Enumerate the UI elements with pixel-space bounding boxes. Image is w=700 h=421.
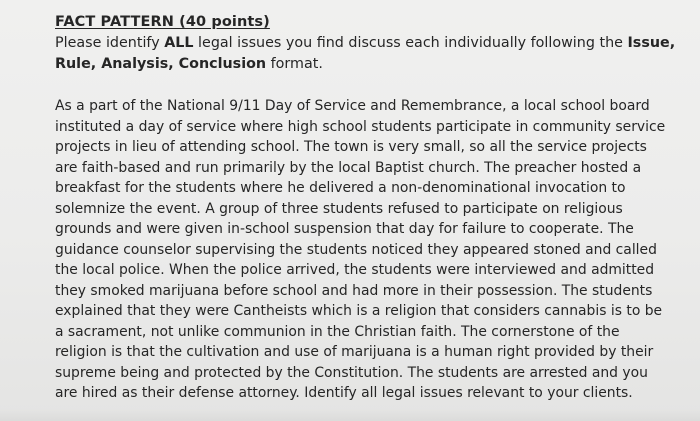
fact-pattern-line: supreme being and protected by the Constitution. The students are arrested and you: [55, 364, 648, 381]
fact-pattern-paragraph: [55, 96, 690, 404]
instructions-emphasis-issue: Issue,: [627, 35, 676, 51]
instructions-text: format.: [266, 56, 323, 72]
fact-pattern-line: are hired as their defense attorney. Identify all legal issues relevant to your clients.: [55, 385, 633, 401]
fact-pattern-line: projects in lieu of attending school. The town is very small, so all the service projects: [55, 139, 647, 155]
fact-pattern-line: As a part of the National 9/11 Day of Service and Remembrance, a local school board: [55, 98, 650, 114]
fact-pattern-line: explained that they were Cantheists which is a religion that considers cannabis is to be: [55, 303, 663, 319]
instructions-text: Please identify: [55, 35, 165, 51]
instructions-paragraph: [55, 33, 685, 75]
fact-pattern-line: a sacrament, not unlike communion in the Christian faith. The cornerstone of the: [55, 323, 620, 340]
instructions-emphasis-all: ALL: [164, 35, 194, 51]
instructions-line-2: [55, 54, 685, 75]
instructions-line-1: [55, 33, 685, 54]
fact-pattern-line: are faith-based and run primarily by the local Baptist church. The preacher hosted a: [55, 159, 642, 176]
instructions-emphasis-format: Rule, Analysis, Conclusion: [55, 56, 267, 72]
fact-pattern-line: guidance counselor supervising the students noticed they appeared stoned and called: [55, 241, 657, 258]
instructions-text: legal issues you find discuss each individually following the: [193, 35, 628, 51]
fact-pattern-line: religion is that the cultivation and use of marijuana is a human right provided by their: [55, 344, 654, 360]
fact-pattern-line: grounds and were given in-school suspension that day for failure to cooperate. The: [55, 221, 634, 237]
page-title: FACT PATTERN (40 points): [55, 14, 270, 30]
fact-pattern-line: the local police. When the police arrived, the students were interviewed and admitted: [55, 262, 655, 278]
page-bottom-shade: [0, 409, 700, 421]
fact-pattern-line: they smoked marijuana before school and had more in their possession. The students: [55, 282, 653, 299]
fact-pattern-line: breakfast for the students where he delivered a non-denominational invocation to: [55, 180, 626, 196]
fact-pattern-line: solemnize the event. A group of three students refused to participate on religious: [55, 200, 623, 217]
fact-pattern-line: instituted a day of service where high school students participate in community service: [55, 118, 666, 135]
